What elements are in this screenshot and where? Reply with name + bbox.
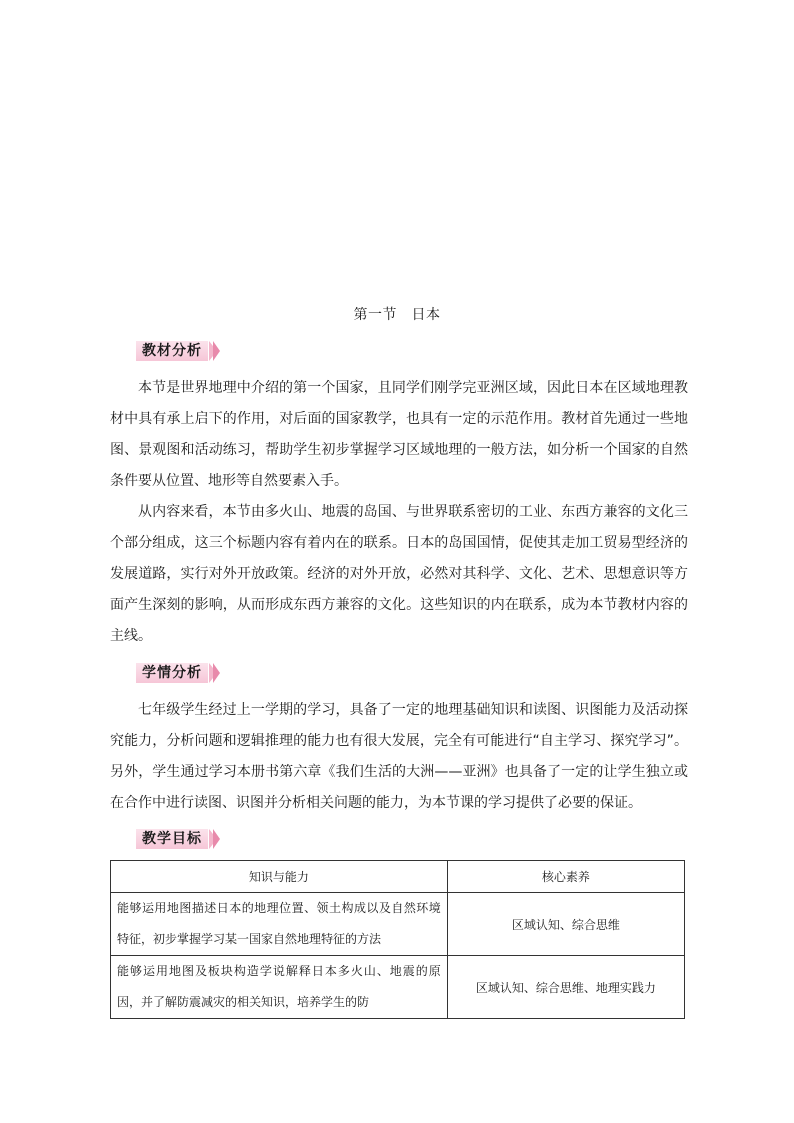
section-tag-analysis: [136, 341, 220, 361]
header-literacy: 核心素养: [447, 861, 684, 893]
table-header-row: [111, 861, 685, 893]
paragraph: 七年级学生经过上一学期的学习，具备了一定的地理基础知识和读图、识图能力及活动探究能力，分析问题和逻辑推理的能力也有很大发展，完全有可能进行“自主学习、探究学习”。另外，学生通过学习本册书第六章《我们生活的大洲——亚洲》也具备了一定的让学生独立或在合作中进行读图、识图并分析相关问题的能力，为本节课的学习提供了必要的保证。: [110, 702, 688, 811]
tag-arrow-icon: [213, 829, 220, 849]
section-tag-goals: [136, 829, 220, 849]
knowledge-cell-text: 能够运用地图及板块构造学说解释日本多火山、地震的原因，并了解防震减灾的相关知识，培养学生的防: [117, 964, 441, 1009]
knowledge-cell: [111, 956, 448, 1019]
knowledge-cell: 能够运用地图描述日本的地理位置、领土构成以及自然环境特征，初步掌握学习某一国家自然地理特征的方法: [111, 893, 448, 956]
section-tag-label: 教材分析: [136, 341, 208, 361]
header-knowledge: 知识与能力: [111, 861, 448, 893]
paragraph: 从内容来看，本节由多火山、地震的岛国、与世界联系密切的工业、东西方兼容的文化三个部分组成，这三个标题内容有着内在的联系。日本的岛国国情，促使其走加工贸易型经济的发展道路，实行对外开放政策。经济的对外开放，必然对其科学、文化、艺术、思想意识等方面产生深刻的影响，从而形成东西方兼容的文化。这些知识的内在联系，成为本节教材内容的主线。: [110, 504, 688, 644]
literacy-cell: 区域认知、综合思维: [447, 893, 684, 956]
literacy-cell: 区域认知、综合思维、地理实践力: [447, 956, 684, 1019]
paragraph: 本节是世界地理中介绍的第一个国家，且同学们刚学完亚洲区域，因此日本在区域地理教材中具有承上启下的作用，对后面的国家教学，也具有一定的示范作用。教材首先通过一些地图、景观图和活动练习，帮助学生初步掌握学习区域地理的一般方法，如分析一个国家的自然条件要从位置、地形等自然要素入手。: [110, 380, 688, 489]
goals-table: [110, 860, 685, 1019]
page-title: 第一节 日本: [353, 307, 441, 323]
tag-arrow-icon: [213, 341, 220, 361]
section-tag-label: 学情分析: [136, 663, 208, 683]
section-tag-students: [136, 663, 220, 683]
section-tag-label: 教学目标: [136, 829, 208, 849]
tag-arrow-icon: [213, 663, 220, 683]
table-row: [111, 956, 685, 1019]
table-row: [111, 893, 685, 956]
